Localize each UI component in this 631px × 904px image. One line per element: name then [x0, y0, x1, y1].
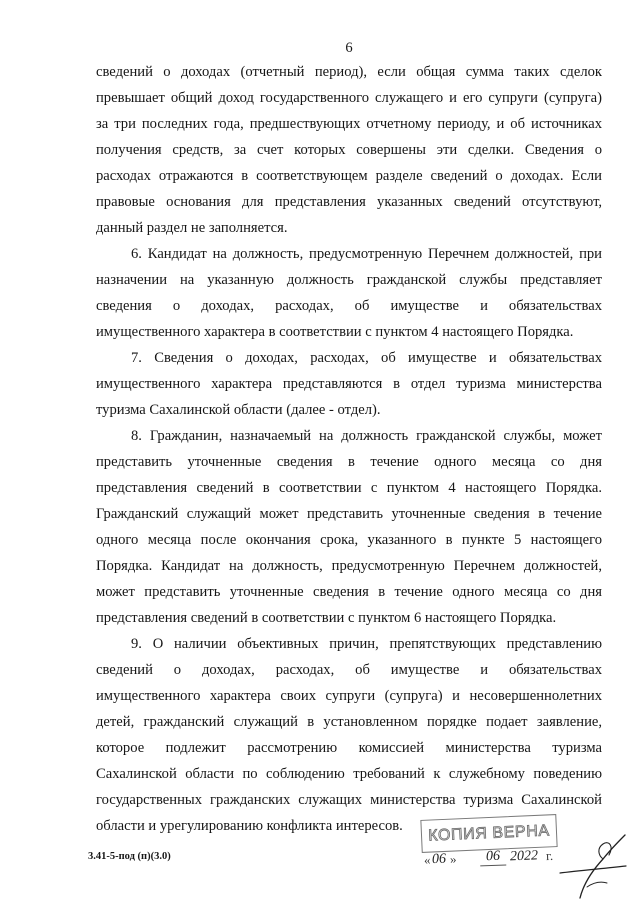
text-line: имущественного характера своих супруги (супруга) и несовершеннолетних [96, 688, 602, 704]
text-line: которое подлежит рассмотрению комиссией министерства туризма [96, 740, 602, 756]
text-line: превышает общий доход государственного служащего и его супруги (супруга) [96, 90, 602, 106]
signature [558, 828, 628, 900]
text-line: назначении на указанную должность гражданской службы представляет [96, 272, 602, 288]
text-line: может представить уточненные сведения в течение одного месяца со дня [96, 584, 602, 600]
date-year: 2022 [509, 848, 539, 865]
date-month: 06 [480, 848, 507, 867]
signature-tail [587, 882, 607, 887]
text-line: данный раздел не заполняется. [96, 220, 288, 236]
document-body [96, 59, 602, 839]
text-line: представить уточненные сведения в течение одного месяца со дня [96, 454, 602, 470]
text-line: правовые основания для представления указанных сведений отсутствуют, [96, 194, 602, 210]
text-line: имущественного характера в соответствии с пунктом 4 настоящего Порядка. [96, 324, 574, 340]
text-line: одного месяца после окончания срока, указанного в пункте 5 настоящего [96, 532, 602, 548]
text-line: государственных гражданских служащих министерства туризма Сахалинской [96, 792, 602, 808]
text-line: 7. Сведения о доходах, расходах, об имуществе и обязательствах [131, 350, 602, 366]
text-line: 9. О наличии объективных причин, препятствующих представлению [131, 636, 602, 652]
paragraph-7 [96, 345, 602, 423]
text-line: Сахалинской области по соблюдению требований к служебному поведению [96, 766, 602, 782]
stamp-label: КОПИЯ ВЕРНА [427, 821, 551, 845]
date-open-quote: « [423, 852, 431, 868]
text-line: получения средств, за счет которых совершены эти сделки. Сведения о [96, 142, 602, 158]
text-line: имущественного характера представляются в отдел туризма министерства [96, 376, 602, 392]
date-close-quote: » [449, 851, 457, 867]
text-line: представления сведений в соответствии с пунктом 6 настоящего Порядка. [96, 610, 557, 626]
paragraph-8 [96, 423, 602, 631]
text-line: за три последних года, предшествующих отчетному периоду, и об источниках [96, 116, 602, 132]
paragraph-9 [96, 631, 602, 839]
text-line: Порядка. Кандидат на должность, предусмотренную Перечнем должностей, [96, 558, 602, 574]
text-line: сведения о доходах, расходах, об имуществе и обязательствах [96, 298, 602, 314]
text-line: детей, гражданский служащий в установленном порядке подает заявление, [96, 714, 602, 730]
date-day: 06 [431, 851, 447, 868]
date-year-suffix: г. [545, 847, 554, 864]
paragraph-continuation [96, 59, 602, 241]
text-line: сведений о доходах (отчетный период), если общая сумма таких сделок [96, 64, 602, 80]
document-code: 3.41-5-под (п)(3.0) [88, 851, 171, 862]
paragraph-6 [96, 241, 602, 345]
text-line: туризма Сахалинской области (далее - отдел). [96, 402, 381, 418]
text-line: Гражданский служащий может представить уточненные сведения в течение [96, 506, 602, 522]
text-line: 8. Гражданин, назначаемый на должность гражданской службы, может [131, 428, 602, 444]
page-number: 6 [345, 40, 353, 56]
text-line: расходах отражаются в соответствующем разделе сведений о доходах. Если [96, 168, 602, 184]
text-line: представления сведений в соответствии с пунктом 4 настоящего Порядка. [96, 480, 602, 496]
text-line: области и урегулированию конфликта интересов. [96, 818, 403, 834]
stamp-date [424, 846, 561, 871]
text-line: 6. Кандидат на должность, предусмотренную Перечнем должностей, при [131, 246, 602, 262]
text-line: сведений о доходах, расходах, об имуществе и обязательствах [96, 662, 602, 678]
